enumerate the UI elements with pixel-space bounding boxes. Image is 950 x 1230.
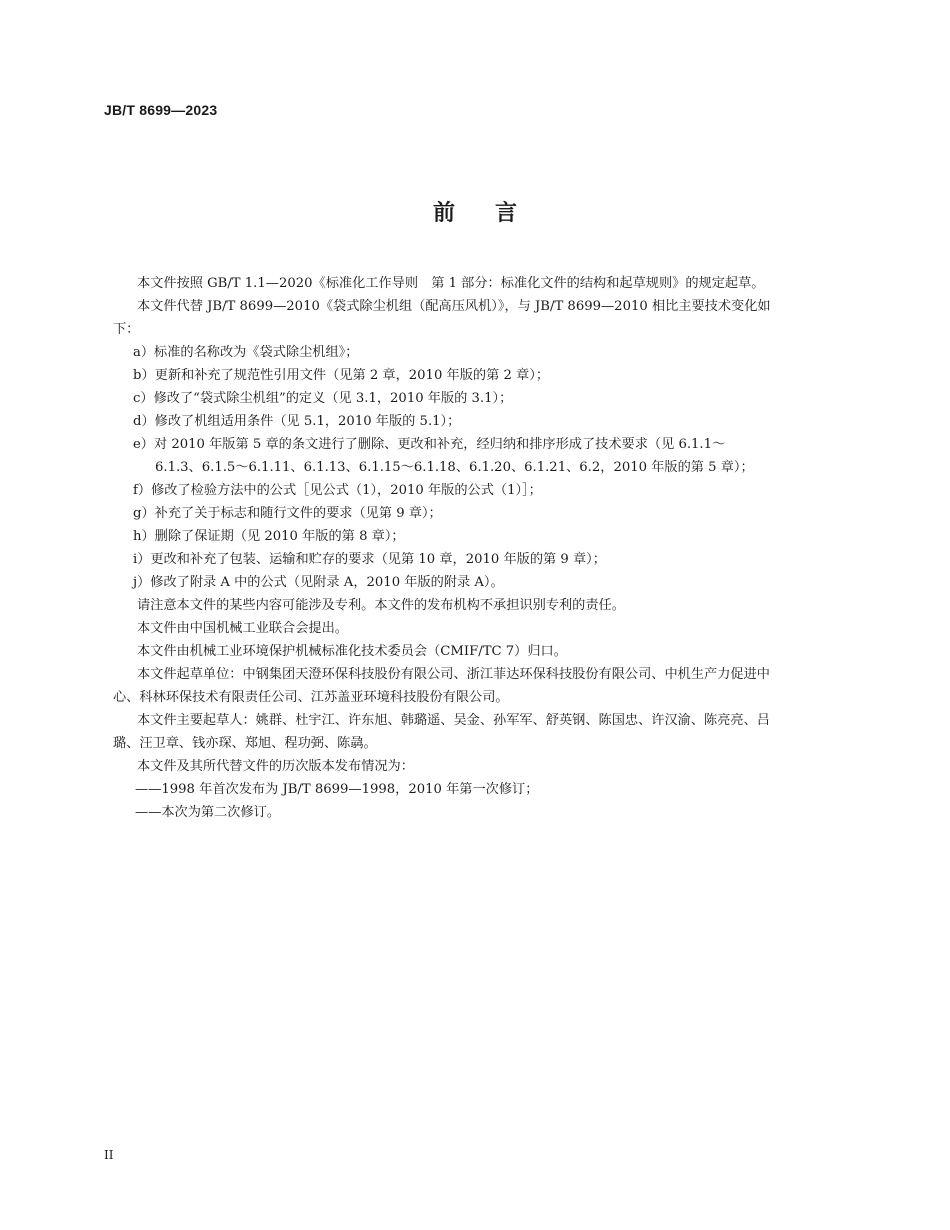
drafting-units: 本文件起草单位：中钢集团天澄环保科技股份有限公司、浙江菲达环保科技股份有限公司、中机生产力促进中心、科林环保技术有限责任公司、江苏盖亚环境科技股份有限公司。 <box>113 667 770 705</box>
committee-statement: 本文件由机械工业环境保护机械标准化技术委员会（CMIF/TC 7）归口。 <box>137 644 567 659</box>
change-item-e-line1: e）对 2010 年版第 5 章的条文进行了删除、更改和补充，经归纳和排序形成了技术要求（见 6.1.1～ <box>133 437 726 452</box>
change-item-f: f）修改了检验方法中的公式［见公式（1），2010 年版的公式（1）］； <box>133 483 542 498</box>
history-intro: 本文件及其所代替文件的历次版本发布情况为： <box>137 759 414 774</box>
proposer-statement: 本文件由中国机械工业联合会提出。 <box>137 621 348 636</box>
change-item-j: j）修改了附录 A 中的公式（见附录 A，2010 年版的附录 A）。 <box>133 575 504 590</box>
drafters: 本文件主要起草人：姚群、杜宇江、许东旭、韩璐遥、吴金、孙军军、舒英钢、陈国忠、许汉渝、陈亮亮、吕璐、汪卫章、钱亦琛、郑旭、程功弼、陈骉。 <box>113 713 770 751</box>
change-item-d: d）修改了机组适用条件（见 5.1，2010 年版的 5.1）； <box>133 414 461 429</box>
foreword-body <box>113 272 793 824</box>
document-code: JB/T 8699—2023 <box>104 102 218 118</box>
change-item-i: i）更改和补充了包装、运输和贮存的要求（见第 10 章，2010 年版的第 9 章）； <box>133 552 606 567</box>
change-item-e-line2: 6.1.3、6.1.5～6.1.11、6.1.13、6.1.15～6.1.18、6.1.20、6.1.21、6.2，2010 年版的第 5 章）； <box>155 460 754 475</box>
patent-notice: 请注意本文件的某些内容可能涉及专利。本文件的发布机构不承担识别专利的责任。 <box>137 598 625 613</box>
change-item-c: c）修改了“袋式除尘机组”的定义（见 3.1，2010 年版的 3.1）； <box>133 391 513 406</box>
page-title <box>0 196 950 227</box>
history-item-2: ——本次为第二次修订。 <box>135 805 281 820</box>
history-item-1: ——1998 年首次发布为 JB/T 8699—1998，2010 年第一次修订； <box>135 782 539 797</box>
change-item-a: a）标准的名称改为《袋式除尘机组》； <box>133 345 359 360</box>
paragraph-replacement: 本文件代替 JB/T 8699—2010《袋式除尘机组（配高压风机）》，与 JB/T 8699—2010 相比主要技术变化如下： <box>113 299 771 337</box>
change-item-b: b）更新和补充了规范性引用文件（见第 2 章，2010 年版的第 2 章）； <box>133 368 550 383</box>
title-char-2: 言 <box>495 201 518 226</box>
title-char-1: 前 <box>432 201 455 226</box>
change-item-h: h）删除了保证期（见 2010 年版的第 8 章）； <box>133 529 405 544</box>
page-number: II <box>104 1148 114 1162</box>
paragraph-drafting-basis: 本文件按照 GB/T 1.1—2020《标准化工作导则 第 1 部分：标准化文件的结构和起草规则》的规定起草。 <box>137 276 765 291</box>
change-item-g: g）补充了关于标志和随行文件的要求（见第 9 章）； <box>133 506 442 521</box>
change-item-e <box>113 433 793 479</box>
